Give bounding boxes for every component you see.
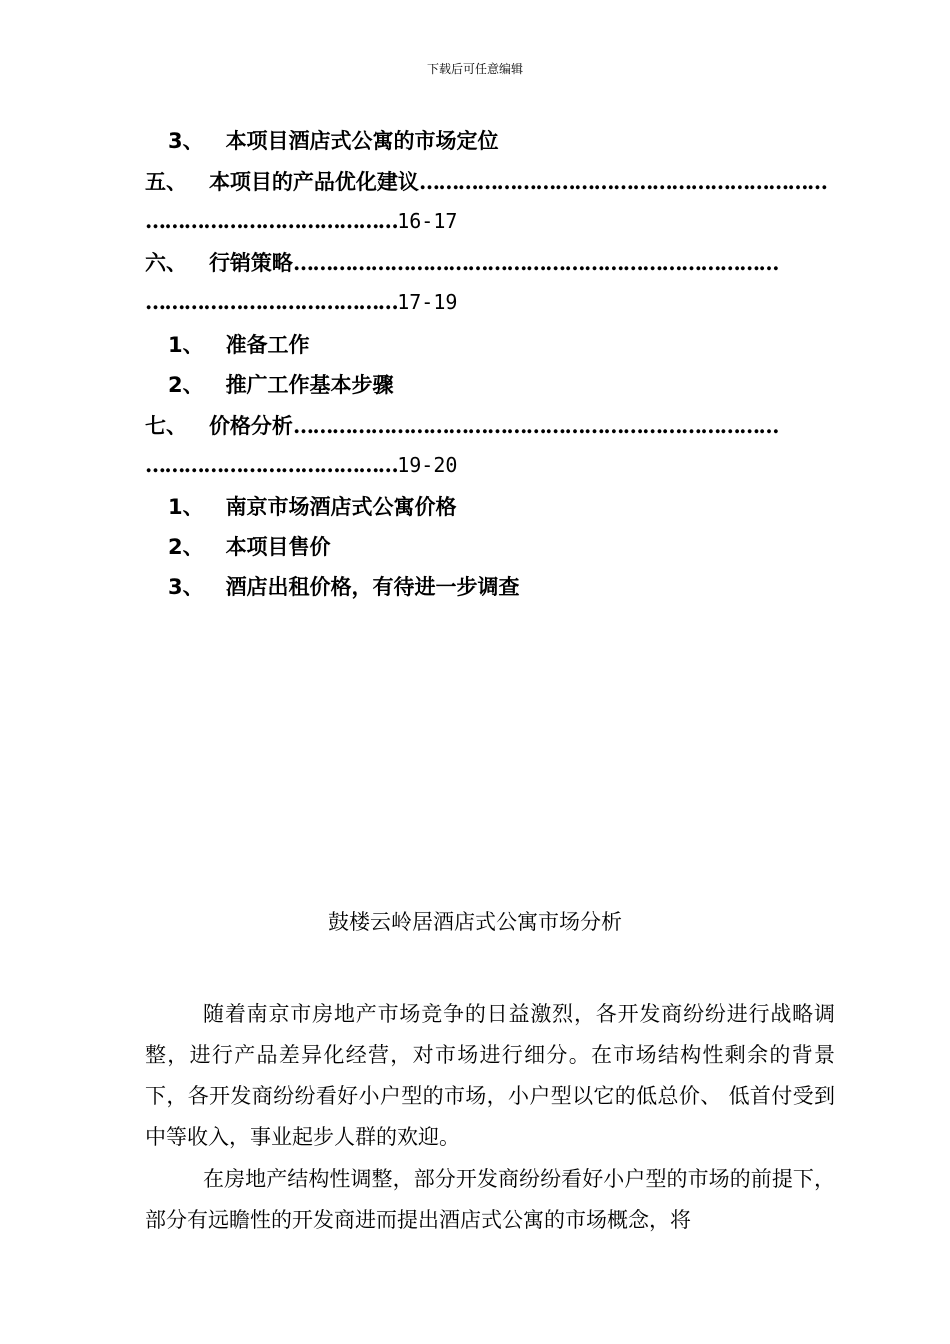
toc-item bbox=[168, 491, 457, 521]
document-title: 鼓楼云岭居酒店式公寓市场分析 bbox=[328, 910, 622, 934]
toc-item bbox=[145, 166, 826, 196]
toc-item bbox=[168, 125, 499, 155]
toc-item-label: 本项目售价 bbox=[225, 535, 331, 559]
toc-item-number: 2、 bbox=[168, 373, 204, 397]
toc-item-number: 3、 bbox=[168, 575, 204, 599]
toc-item bbox=[168, 531, 331, 561]
toc-leader-dots: ………………………………… bbox=[145, 289, 398, 314]
toc-item-number: 七、 bbox=[145, 414, 187, 438]
toc-item-label: 准备工作 bbox=[225, 333, 310, 357]
toc-item-label: 价格分析 bbox=[208, 414, 293, 438]
toc-page-range: 16-17 bbox=[397, 209, 458, 233]
toc-item-number: 五、 bbox=[145, 170, 187, 194]
toc-item-continuation bbox=[145, 452, 457, 477]
toc-item-continuation bbox=[145, 208, 457, 233]
toc-item bbox=[168, 329, 310, 359]
toc-item-number: 六、 bbox=[145, 251, 187, 275]
toc-item-continuation bbox=[145, 289, 457, 314]
toc-item-label: 本项目的产品优化建议 bbox=[208, 170, 419, 194]
toc-item bbox=[145, 247, 778, 277]
toc-item-number: 3、 bbox=[168, 129, 204, 153]
toc-item bbox=[168, 369, 394, 399]
page-header: 下载后可任意编辑 bbox=[426, 62, 523, 76]
toc-item-label: 南京市场酒店式公寓价格 bbox=[225, 495, 457, 519]
toc-item-label: 行销策略 bbox=[208, 251, 293, 275]
toc-item-label: 本项目酒店式公寓的市场定位 bbox=[225, 129, 499, 153]
toc-leader-dots: ………………………………………………………………… bbox=[292, 250, 778, 275]
toc-leader-dots: ……………………………………………………… bbox=[418, 169, 827, 194]
toc-item bbox=[145, 410, 778, 440]
toc-page-range: 17-19 bbox=[397, 290, 458, 314]
toc-leader-dots: ………………………………… bbox=[145, 452, 398, 477]
toc-leader-dots: ………………………………… bbox=[145, 208, 398, 233]
body-paragraph: 随着南京市房地产市场竞争的日益激烈，各开发商纷纷进行战略调整，进行产品差异化经营，对市场进行细分。在市场结构性剩余的背景下，各开发商纷纷看好小户型的市场，小户型以它的低总价、 低首付受到中等收入，事业起步人群的欢迎。 bbox=[145, 1002, 835, 1149]
toc-item-number: 1、 bbox=[168, 333, 204, 357]
toc-item-number: 2、 bbox=[168, 535, 204, 559]
toc-item-number: 1、 bbox=[168, 495, 204, 519]
toc-item bbox=[168, 571, 520, 601]
body-paragraph: 在房地产结构性调整，部分开发商纷纷看好小户型的市场的前提下，部分有远瞻性的开发商进而提出酒店式公寓的市场概念，将 bbox=[145, 1167, 835, 1232]
toc-leader-dots: ………………………………………………………………… bbox=[292, 413, 778, 438]
toc-item-label: 推广工作基本步骤 bbox=[225, 373, 394, 397]
toc-item-label: 酒店出租价格，有待进一步调查 bbox=[225, 575, 520, 599]
toc-page-range: 19-20 bbox=[397, 453, 458, 477]
